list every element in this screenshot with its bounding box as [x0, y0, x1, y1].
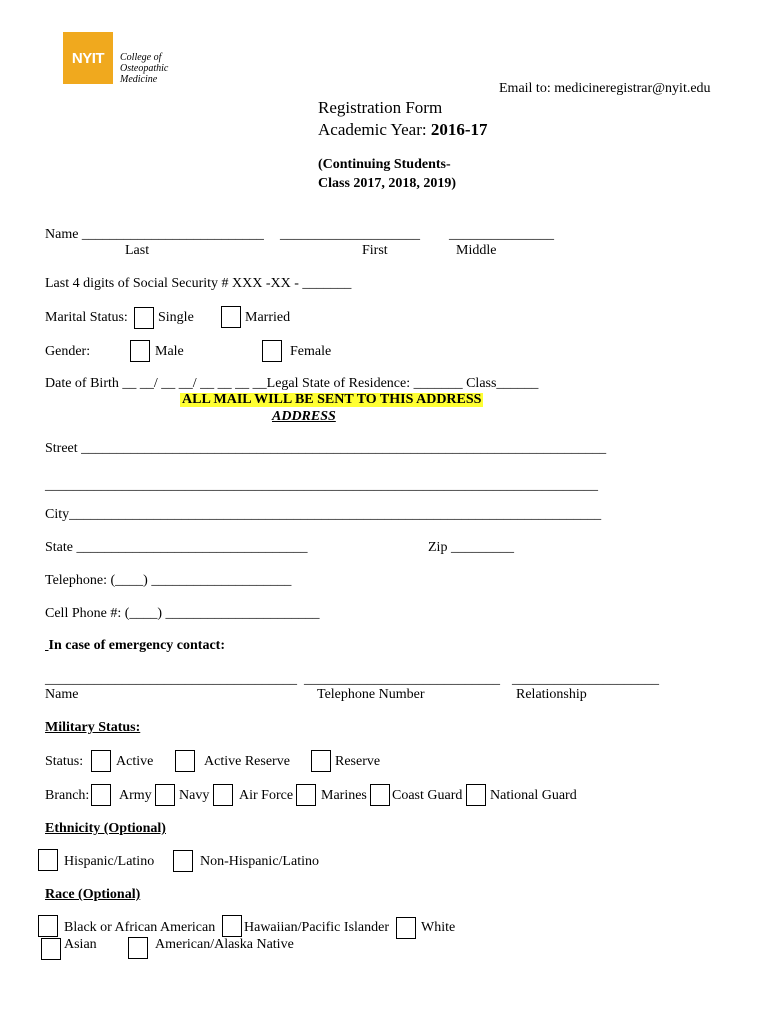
- mail-notice: ALL MAIL WILL BE SENT TO THIS ADDRESS: [182, 392, 482, 407]
- name-last-field[interactable]: Name __________________________: [45, 227, 264, 242]
- name-first-field[interactable]: ____________________: [280, 227, 420, 242]
- telephone-field[interactable]: Telephone: (____) ____________________: [45, 573, 292, 588]
- emergency-name-field[interactable]: ____________________________________: [45, 672, 297, 687]
- reserve-label: Reserve: [335, 754, 381, 769]
- name-middle-field[interactable]: _______________: [449, 227, 554, 242]
- cell-phone-field[interactable]: Cell Phone #: (____) ______________________: [45, 606, 320, 621]
- reserve-checkbox[interactable]: [311, 750, 331, 772]
- hawaiian-checkbox[interactable]: [222, 915, 242, 937]
- form-title: Registration Form: [318, 98, 443, 117]
- street-line-2-field[interactable]: _______________________________________________________________________________: [45, 478, 598, 493]
- emergency-relationship-label: Relationship: [516, 687, 587, 702]
- academic-year-value: 2016-17: [430, 120, 488, 139]
- coast-guard-label: Coast Guard: [392, 788, 463, 803]
- hawaiian-label: Hawaiian/Pacific Islander: [244, 920, 389, 935]
- hispanic-label: Hispanic/Latino: [64, 854, 155, 869]
- active-label: Active: [116, 754, 154, 769]
- non-hispanic-checkbox[interactable]: [173, 850, 193, 872]
- emergency-relationship-field[interactable]: _____________________: [512, 672, 659, 687]
- marines-checkbox[interactable]: [296, 784, 316, 806]
- female-label: Female: [290, 344, 332, 359]
- army-checkbox[interactable]: [91, 784, 111, 806]
- air-force-label: Air Force: [239, 788, 294, 803]
- email-instruction: Email to: medicineregistrar@nyit.edu: [499, 81, 711, 96]
- street-field[interactable]: Street ___________________________________________________________________________: [45, 441, 607, 456]
- address-heading: ADDRESS: [272, 409, 336, 424]
- ethnicity-heading: Ethnicity (Optional): [45, 821, 166, 836]
- single-checkbox[interactable]: [134, 307, 154, 329]
- coast-guard-checkbox[interactable]: [370, 784, 390, 806]
- logo-subtitle: College of Osteopathic Medicine: [120, 52, 169, 85]
- emergency-heading-text: In case of emergency contact:: [48, 638, 225, 653]
- gender-label: Gender:: [45, 344, 91, 359]
- married-label: Married: [245, 310, 291, 325]
- military-heading: Military Status:: [45, 720, 141, 735]
- branch-label: Branch:: [45, 788, 90, 803]
- active-reserve-label: Active Reserve: [204, 754, 290, 769]
- subtitle-line-2: Class 2017, 2018, 2019): [318, 176, 457, 191]
- national-guard-checkbox[interactable]: [466, 784, 486, 806]
- asian-checkbox[interactable]: [41, 938, 61, 960]
- black-label: Black or African American: [64, 920, 216, 935]
- city-field[interactable]: City____________________________________________________________________________: [45, 507, 602, 522]
- ssn-field[interactable]: Last 4 digits of Social Security # XXX -XX - _______: [45, 276, 352, 291]
- male-checkbox[interactable]: [130, 340, 150, 362]
- male-label: Male: [155, 344, 184, 359]
- zip-field[interactable]: Zip _________: [428, 540, 514, 555]
- race-heading: Race (Optional): [45, 887, 141, 902]
- national-guard-label: National Guard: [490, 788, 577, 803]
- military-status-label: Status:: [45, 754, 84, 769]
- navy-label: Navy: [179, 788, 210, 803]
- american-alaska-checkbox[interactable]: [128, 937, 148, 959]
- female-checkbox[interactable]: [262, 340, 282, 362]
- single-label: Single: [158, 310, 194, 325]
- emergency-phone-label: Telephone Number: [317, 687, 425, 702]
- logo-text: NYIT: [71, 49, 105, 67]
- last-label: Last: [125, 243, 150, 258]
- state-field[interactable]: State _________________________________: [45, 540, 308, 555]
- active-reserve-checkbox[interactable]: [175, 750, 195, 772]
- marines-label: Marines: [321, 788, 367, 803]
- active-checkbox[interactable]: [91, 750, 111, 772]
- subtitle-line-1: (Continuing Students-: [318, 157, 451, 172]
- emergency-heading: [45, 639, 225, 653]
- nyit-logo: [63, 32, 113, 84]
- air-force-checkbox[interactable]: [213, 784, 233, 806]
- american-alaska-label: American/Alaska Native: [155, 937, 294, 952]
- white-checkbox[interactable]: [396, 917, 416, 939]
- dob-state-class-field[interactable]: Date of Birth __ __/ __ __/ __ __ __ __Legal State of Residence: _______ Class______: [45, 376, 539, 391]
- marital-status-label: Marital Status:: [45, 310, 128, 325]
- academic-year: [318, 121, 488, 138]
- first-label: First: [362, 243, 388, 258]
- emergency-phone-field[interactable]: ____________________________: [304, 672, 500, 687]
- middle-label: Middle: [456, 243, 497, 258]
- married-checkbox[interactable]: [221, 306, 241, 328]
- academic-year-prefix: Academic Year:: [318, 120, 431, 139]
- black-checkbox[interactable]: [38, 915, 58, 937]
- hispanic-checkbox[interactable]: [38, 849, 58, 871]
- white-label: White: [421, 920, 456, 935]
- army-label: Army: [119, 788, 152, 803]
- non-hispanic-label: Non-Hispanic/Latino: [200, 854, 319, 869]
- asian-label: Asian: [64, 937, 97, 952]
- emergency-name-label: Name: [45, 687, 79, 702]
- navy-checkbox[interactable]: [155, 784, 175, 806]
